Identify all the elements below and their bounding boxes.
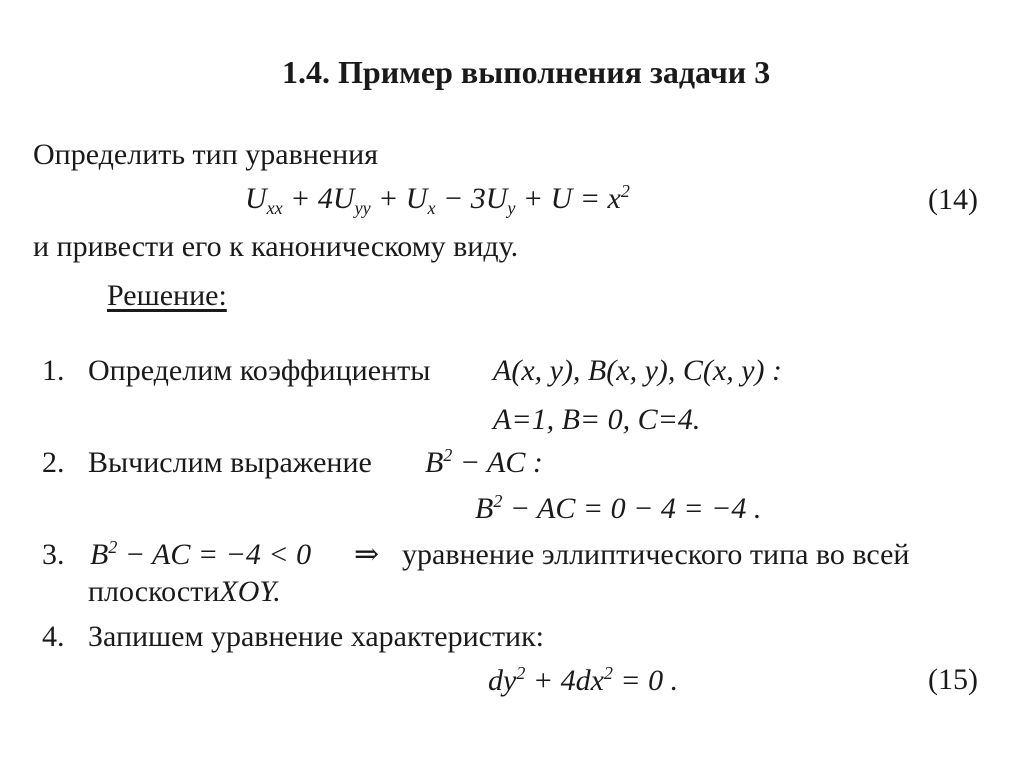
equation-number-14: (14) [928,183,978,216]
step-1-number: 1. [42,354,65,387]
step-4-text: Запишем уравнение характеристик: [88,620,545,653]
step-3-text-line-2: плоскостиXOY. [88,575,281,608]
step-2-text: Вычислим выражение [88,446,372,479]
intro-line-2: и привести его к каноническому виду. [33,230,519,263]
step-1-text: Определим коэффициенты [88,354,431,387]
equation-14: $U_{xx} + 4U_{yy} + U_x - 3U_y + U = x^2$ [245,180,630,218]
step-3-math: $B^2$ − AC = −4 < 0 [90,536,312,571]
intro-line-1: Определить тип уравнения [33,138,379,171]
step-1-math: A(x, y), B(x, y), C(x, y) : [493,354,782,387]
step-3-text: уравнение эллиптического типа во всей [402,538,910,571]
step-3-number: 3. [42,538,65,571]
step-2-number: 2. [42,446,65,479]
step-2-result: $B^2$ − AC = 0 − 4 = −4 . [475,490,762,525]
implies-arrow: ⇒ [354,538,380,571]
equation-15: $dy^2 + 4dx^2 = 0$ . [488,662,679,697]
step-1-result: A=1, B= 0, C=4. [493,403,701,436]
solution-heading: Решение: [107,279,227,312]
section-title: 1.4. Пример выполнения задачи 3 [282,54,771,90]
equation-number-15: (15) [928,663,978,696]
step-4-number: 4. [42,620,65,653]
step-2-math: $B^2$ − AC : [425,444,543,479]
